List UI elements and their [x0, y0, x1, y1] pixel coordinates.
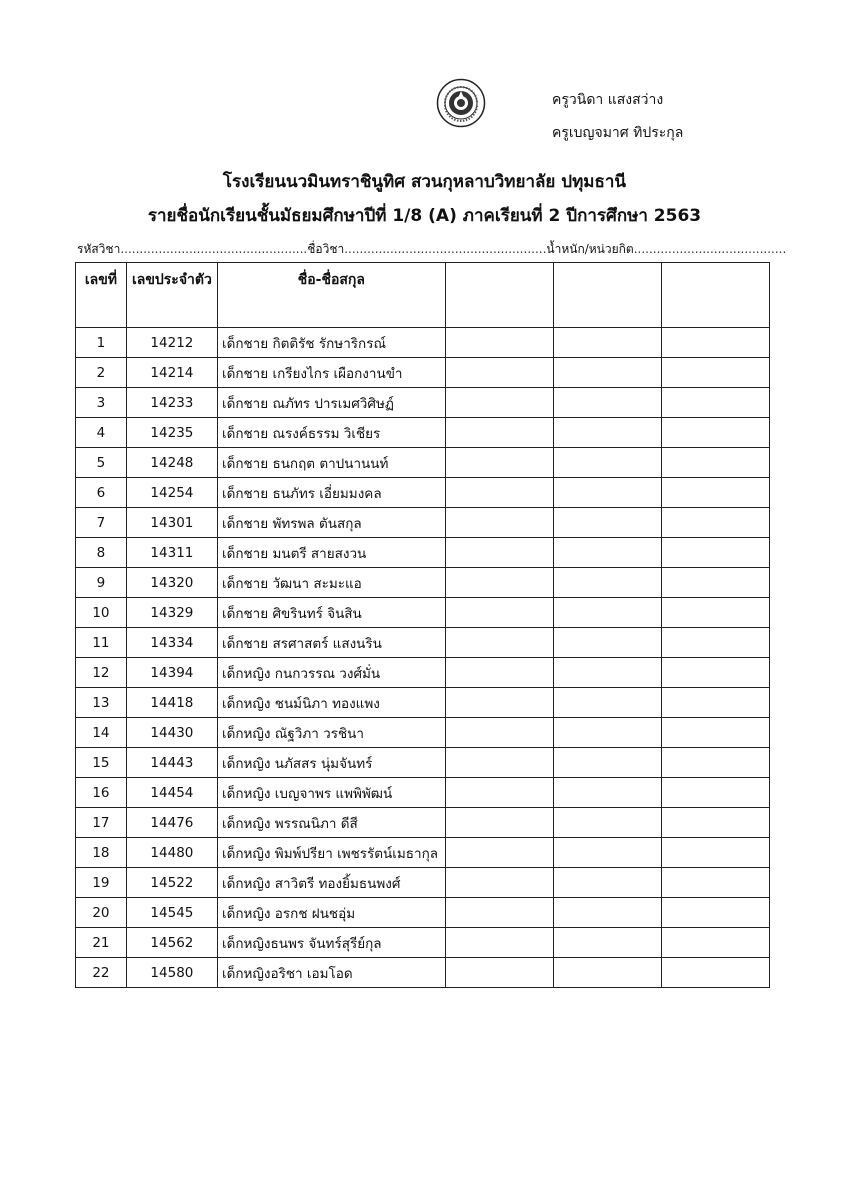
row-blank-cell — [553, 388, 661, 418]
row-blank-cell — [661, 418, 769, 448]
row-blank-cell — [553, 538, 661, 568]
row-student-name: เด็กหญิง พิมพ์ปรียา เพชรรัตน์เมธากุล — [217, 838, 445, 868]
row-number: 1 — [76, 328, 127, 358]
row-student-id: 14311 — [126, 538, 217, 568]
row-blank-cell — [661, 448, 769, 478]
credits-dotted-line: ........................................ — [633, 242, 787, 256]
row-blank-cell — [553, 508, 661, 538]
row-student-name: เด็กชาย ธนกฤต ตาปนานนท์ — [217, 448, 445, 478]
row-blank-cell — [553, 898, 661, 928]
row-blank-cell — [661, 778, 769, 808]
row-number: 18 — [76, 838, 127, 868]
row-blank-cell — [553, 418, 661, 448]
row-blank-cell — [445, 418, 553, 448]
row-blank-cell — [661, 868, 769, 898]
table-row — [76, 838, 770, 868]
row-number: 14 — [76, 718, 127, 748]
row-number: 7 — [76, 508, 127, 538]
row-number: 21 — [76, 928, 127, 958]
school-seal-logo — [436, 78, 486, 128]
row-number: 13 — [76, 688, 127, 718]
table-row — [76, 478, 770, 508]
subject-fields — [77, 240, 786, 259]
row-student-id: 14320 — [126, 568, 217, 598]
row-blank-cell — [445, 688, 553, 718]
row-blank-cell — [661, 598, 769, 628]
row-blank-cell — [445, 598, 553, 628]
row-blank-cell — [661, 388, 769, 418]
teacher-names — [552, 84, 683, 150]
row-number: 3 — [76, 388, 127, 418]
row-student-name: เด็กหญิง กนกวรรณ วงศ์มั่น — [217, 658, 445, 688]
row-student-id: 14233 — [126, 388, 217, 418]
row-blank-cell — [445, 508, 553, 538]
row-student-id: 14212 — [126, 328, 217, 358]
row-blank-cell — [445, 778, 553, 808]
row-student-id: 14430 — [126, 718, 217, 748]
row-blank-cell — [553, 868, 661, 898]
table-row — [76, 808, 770, 838]
row-blank-cell — [553, 928, 661, 958]
row-blank-cell — [445, 628, 553, 658]
row-blank-cell — [553, 838, 661, 868]
row-blank-cell — [445, 808, 553, 838]
table-row — [76, 928, 770, 958]
row-blank-cell — [445, 568, 553, 598]
row-number: 9 — [76, 568, 127, 598]
row-blank-cell — [553, 718, 661, 748]
row-number: 10 — [76, 598, 127, 628]
header-blank-1 — [445, 263, 553, 328]
row-blank-cell — [661, 538, 769, 568]
credits-label: น้ำหนัก/หน่วยกิต — [546, 242, 634, 256]
table-row — [76, 598, 770, 628]
row-blank-cell — [445, 478, 553, 508]
row-blank-cell — [445, 358, 553, 388]
row-number: 22 — [76, 958, 127, 988]
table-row — [76, 358, 770, 388]
row-blank-cell — [553, 628, 661, 658]
row-student-name: เด็กหญิง นภัสสร นุ่มจันทร์ — [217, 748, 445, 778]
row-blank-cell — [445, 838, 553, 868]
row-student-id: 14580 — [126, 958, 217, 988]
row-blank-cell — [553, 478, 661, 508]
teacher-1: ครูวนิดา แสงสว่าง — [552, 92, 664, 108]
table-row — [76, 538, 770, 568]
table-row — [76, 748, 770, 778]
row-blank-cell — [445, 448, 553, 478]
row-student-name: เด็กหญิง ณัฐวิภา วรชินา — [217, 718, 445, 748]
row-student-id: 14254 — [126, 478, 217, 508]
row-student-id: 14214 — [126, 358, 217, 388]
school-title: โรงเรียนนวมินทราชินูทิศ สวนกุหลาบวิทยาลัย ปทุมธานี — [222, 172, 627, 192]
row-blank-cell — [661, 748, 769, 778]
table-row — [76, 718, 770, 748]
row-student-name: เด็กหญิง สาวิตรี ทองยิ้มธนพงศ์ — [217, 868, 445, 898]
row-blank-cell — [445, 388, 553, 418]
student-roster-table — [75, 262, 770, 988]
row-blank-cell — [661, 568, 769, 598]
row-student-id: 14301 — [126, 508, 217, 538]
row-blank-cell — [553, 358, 661, 388]
row-student-name: เด็กชาย สรศาสตร์ แสงนริน — [217, 628, 445, 658]
row-student-id: 14235 — [126, 418, 217, 448]
row-student-id: 14562 — [126, 928, 217, 958]
table-row — [76, 778, 770, 808]
row-student-id: 14480 — [126, 838, 217, 868]
row-number: 17 — [76, 808, 127, 838]
row-blank-cell — [445, 328, 553, 358]
table-row — [76, 328, 770, 358]
header-blank-2 — [553, 263, 661, 328]
table-row — [76, 568, 770, 598]
row-blank-cell — [445, 958, 553, 988]
row-student-name: เด็กหญิง พรรณนิภา ดีสี — [217, 808, 445, 838]
row-blank-cell — [661, 838, 769, 868]
row-student-name: เด็กชาย ศิขรินทร์ จินสิน — [217, 598, 445, 628]
row-number: 12 — [76, 658, 127, 688]
row-blank-cell — [553, 658, 661, 688]
table-row — [76, 388, 770, 418]
row-blank-cell — [553, 748, 661, 778]
row-blank-cell — [445, 538, 553, 568]
subject-name-dotted-line: ..................................................... — [344, 242, 547, 256]
row-student-id: 14334 — [126, 628, 217, 658]
row-number: 6 — [76, 478, 127, 508]
table-row — [76, 418, 770, 448]
row-blank-cell — [553, 958, 661, 988]
class-subtitle: รายชื่อนักเรียนชั้นมัธยมศึกษาปีที่ 1/8 (A) ภาคเรียนที่ 2 ปีการศึกษา 2563 — [147, 206, 702, 226]
row-number: 2 — [76, 358, 127, 388]
row-blank-cell — [661, 658, 769, 688]
row-blank-cell — [445, 898, 553, 928]
row-blank-cell — [661, 808, 769, 838]
row-blank-cell — [661, 508, 769, 538]
row-student-id: 14545 — [126, 898, 217, 928]
row-number: 11 — [76, 628, 127, 658]
row-blank-cell — [661, 628, 769, 658]
row-student-id: 14522 — [126, 868, 217, 898]
row-student-id: 14394 — [126, 658, 217, 688]
row-number: 19 — [76, 868, 127, 898]
header-student-id: เลขประจำตัว — [126, 263, 217, 328]
row-blank-cell — [661, 958, 769, 988]
row-blank-cell — [445, 658, 553, 688]
row-student-name: เด็กชาย ณรงค์ธรรม วิเชียร — [217, 418, 445, 448]
row-student-name: เด็กชาย มนตรี สายสงวน — [217, 538, 445, 568]
row-student-name: เด็กชาย ณภัทร ปารเมศวิศิษฏ์ — [217, 388, 445, 418]
table-header-row — [76, 263, 770, 328]
table-row — [76, 898, 770, 928]
subject-code-label: รหัสวิชา — [77, 242, 121, 256]
table-row — [76, 628, 770, 658]
table-row — [76, 508, 770, 538]
table-row — [76, 958, 770, 988]
roster-body — [76, 328, 770, 988]
header-full-name: ชื่อ-ชื่อสกุล — [217, 263, 445, 328]
subject-name-label: ชื่อวิชา — [307, 242, 345, 256]
row-blank-cell — [661, 478, 769, 508]
table-row — [76, 658, 770, 688]
row-blank-cell — [553, 448, 661, 478]
row-student-name: เด็กหญิง อรกช ฝนชอุ่ม — [217, 898, 445, 928]
row-student-id: 14454 — [126, 778, 217, 808]
row-blank-cell — [445, 718, 553, 748]
row-blank-cell — [661, 898, 769, 928]
row-student-id: 14248 — [126, 448, 217, 478]
header-blank-3 — [661, 263, 769, 328]
table-row — [76, 448, 770, 478]
row-student-id: 14476 — [126, 808, 217, 838]
row-student-id: 14329 — [126, 598, 217, 628]
row-blank-cell — [553, 778, 661, 808]
row-blank-cell — [553, 808, 661, 838]
row-number: 5 — [76, 448, 127, 478]
row-blank-cell — [445, 928, 553, 958]
row-student-name: เด็กชาย วัฒนา สะมะแอ — [217, 568, 445, 598]
teacher-2: ครูเบญจมาศ ทิประกุล — [552, 125, 684, 141]
row-number: 15 — [76, 748, 127, 778]
row-blank-cell — [661, 928, 769, 958]
row-number: 20 — [76, 898, 127, 928]
row-student-name: เด็กชาย พัทรพล ตันสกุล — [217, 508, 445, 538]
row-student-name: เด็กหญิง เบญจาพร แพพิพัฒน์ — [217, 778, 445, 808]
row-student-name: เด็กหญิงธนพร จันทร์สุรีย์กุล — [217, 928, 445, 958]
row-blank-cell — [445, 868, 553, 898]
table-row — [76, 688, 770, 718]
row-blank-cell — [661, 358, 769, 388]
row-student-id: 14418 — [126, 688, 217, 718]
row-number: 8 — [76, 538, 127, 568]
table-row — [76, 868, 770, 898]
row-student-name: เด็กชาย กิตติรัช รักษาริกรณ์ — [217, 328, 445, 358]
row-blank-cell — [553, 328, 661, 358]
row-blank-cell — [445, 748, 553, 778]
row-blank-cell — [553, 688, 661, 718]
row-number: 16 — [76, 778, 127, 808]
header-number: เลขที่ — [76, 263, 127, 328]
row-blank-cell — [553, 598, 661, 628]
row-number: 4 — [76, 418, 127, 448]
row-student-name: เด็กชาย เกรียงไกร เผือกงานขำ — [217, 358, 445, 388]
row-student-name: เด็กชาย ธนภัทร เอี่ยมมงคล — [217, 478, 445, 508]
row-blank-cell — [661, 688, 769, 718]
row-blank-cell — [661, 328, 769, 358]
row-blank-cell — [661, 718, 769, 748]
subject-code-dotted-line: ................................................. — [120, 242, 308, 256]
row-student-name: เด็กหญิงอริชา เอมโอด — [217, 958, 445, 988]
row-student-id: 14443 — [126, 748, 217, 778]
row-blank-cell — [553, 568, 661, 598]
row-student-name: เด็กหญิง ชนม์นิภา ทองแพง — [217, 688, 445, 718]
